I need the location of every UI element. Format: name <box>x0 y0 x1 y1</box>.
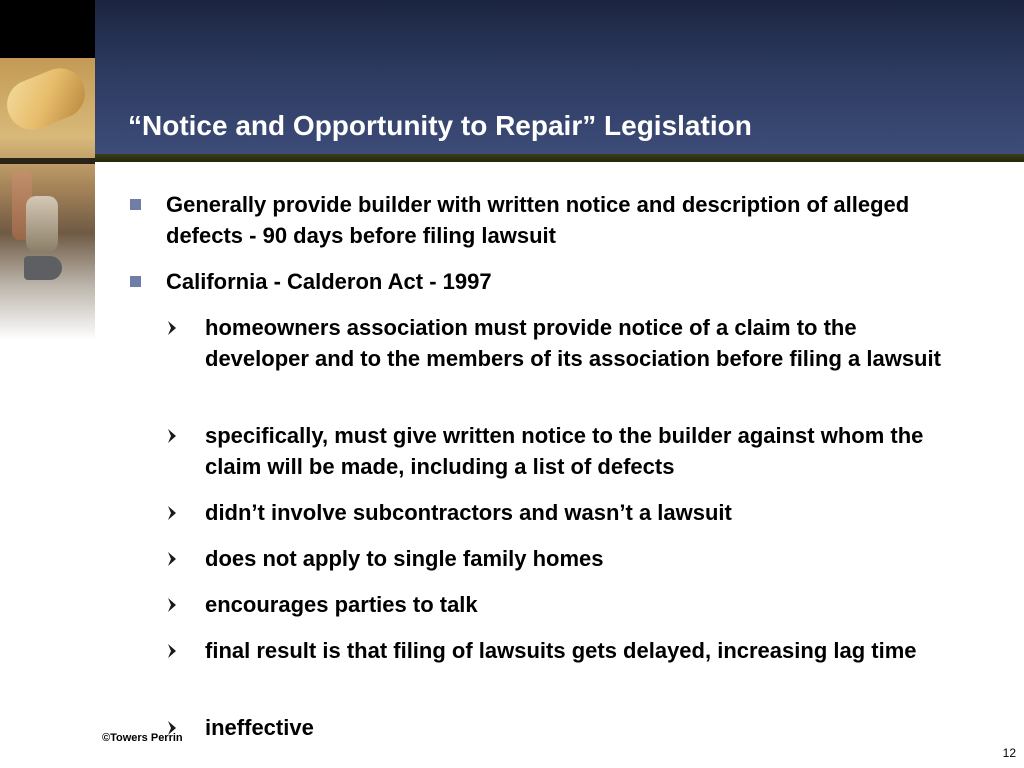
bullet-text: didn’t involve subcontractors and wasn’t a lawsuit <box>205 500 732 525</box>
chevron-bullet-icon <box>167 598 177 612</box>
square-bullet-icon <box>130 276 141 287</box>
chevron-bullet-icon <box>167 644 177 658</box>
bullet-text: encourages parties to talk <box>205 592 478 617</box>
list-item <box>205 712 965 743</box>
list-item <box>205 543 965 574</box>
chevron-bullet-icon <box>167 321 177 335</box>
chevron-bullet-icon <box>167 552 177 566</box>
bullet-text: homeowners association must provide notice of a claim to the developer and to the members of its association before filing a lawsuit <box>205 315 941 371</box>
slide-title: “Notice and Opportunity to Repair” Legislation <box>128 110 752 141</box>
square-bullet-icon <box>130 199 141 210</box>
copyright-footer: ©Towers Perrin <box>102 732 183 744</box>
list-item <box>166 266 956 297</box>
list-item <box>205 312 965 374</box>
chevron-bullet-icon <box>167 429 177 443</box>
bullet-text: does not apply to single family homes <box>205 546 604 571</box>
chevron-bullet-icon <box>167 506 177 520</box>
list-item <box>205 497 965 528</box>
bullet-text: California - Calderon Act - 1997 <box>166 269 492 294</box>
bullet-text: final result is that filing of lawsuits gets delayed, increasing lag time <box>205 638 917 663</box>
bullet-text: Generally provide builder with written notice and description of alleged defects - 90 days before filing lawsuit <box>166 192 910 248</box>
list-item <box>166 189 956 251</box>
bullet-text: specifically, must give written notice to the builder against whom the claim will be made, including a list of defects <box>205 423 924 479</box>
bullet-text: ineffective <box>205 715 314 740</box>
page-number: 12 <box>1002 746 1016 760</box>
list-item <box>205 589 965 620</box>
list-item <box>205 420 965 482</box>
list-item <box>205 635 965 666</box>
